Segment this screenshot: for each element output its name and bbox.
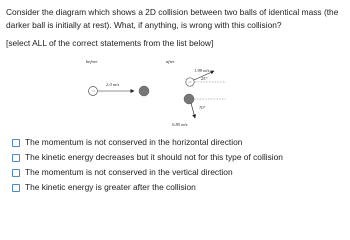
option-label: The momentum is not conserved in the horizontal direction xyxy=(25,137,243,147)
option-checkbox[interactable] xyxy=(12,184,20,192)
answer-option[interactable] xyxy=(12,135,283,150)
light-ball-angle-label: 25° xyxy=(201,76,208,81)
after-label: after xyxy=(166,59,175,64)
dark-ball-velocity-arrow xyxy=(191,103,195,118)
option-label: The momentum is not conserved in the vertical direction xyxy=(25,167,233,177)
option-checkbox[interactable] xyxy=(12,139,20,147)
question-instruction: [select ALL of the correct statements from the list below] xyxy=(6,38,214,48)
answer-option[interactable] xyxy=(12,180,283,195)
before-label: before xyxy=(86,59,98,64)
answer-option[interactable] xyxy=(12,150,283,165)
question-text: Consider the diagram which shows a 2D collision between two balls of identical mass (the darker ball is initially at rest). What, if anything, is wrong with this collision? xyxy=(6,7,339,30)
option-label: The kinetic energy decreases but it should not for this type of collision xyxy=(25,152,283,162)
dark-ball-angle-label: 70° xyxy=(199,105,206,110)
option-label: The kinetic energy is greater after the collision xyxy=(25,182,196,192)
answer-options xyxy=(12,135,283,195)
option-checkbox[interactable] xyxy=(12,154,20,162)
dark-ball-before xyxy=(139,86,149,96)
dark-ball-after xyxy=(184,94,194,104)
answer-option[interactable] xyxy=(12,165,283,180)
initial-velocity-label: 2.0 m/s xyxy=(106,82,120,87)
option-checkbox[interactable] xyxy=(12,169,20,177)
light-ball-velocity-label: 1.99 m/s xyxy=(194,68,210,73)
dark-ball-velocity-label: 0.85 m/s xyxy=(172,122,188,127)
